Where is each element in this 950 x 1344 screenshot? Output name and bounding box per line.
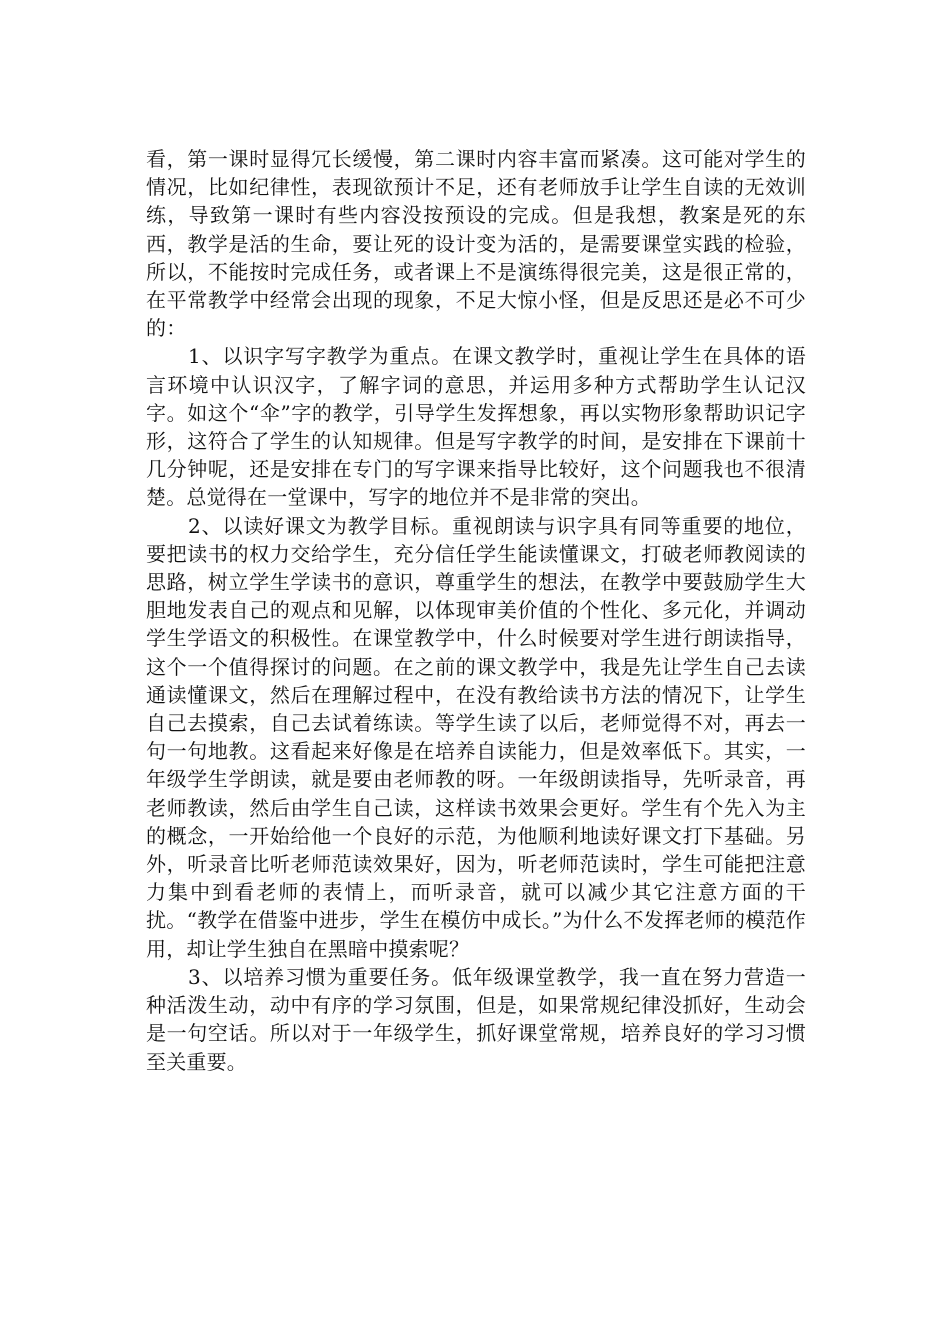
paragraph-intro: 看，第一课时显得冗长缓慢，第二课时内容丰富而紧凑。这可能对学生的情况，比如纪律性，表现欲预计不足，还有老师放手让学生自读的无效训练，导致第一课时有些内容没按预设的完成。但是我想，教案是死的东西，教学是活的生命，要让死的设计变为活的，是需要课堂实践的检验，所以，不能按时完成任务，或者课上不是演练得很完美，这是很正常的，在平常教学中经常会出现的现象，不足大惊小怪，但是反思还是必不可少的：	[146, 147, 806, 341]
paragraph-point-3: 3、以培养习惯为重要任务。低年级课堂教学，我一直在努力营造一种活泼生动，动中有序的学习氛围，但是，如果常规纪律没抓好，生动会是一句空话。所以对于一年级学生，抓好课堂常规，培养良好的学习习惯至关重要。	[146, 964, 806, 1074]
paragraph-point-1: 1、以识字写字教学为重点。在课文教学时，重视让学生在具体的语言环境中认识汉字，了解字词的意思，并运用多种方式帮助学生认记汉字。如这个“伞”字的教学，引导学生发挥想象，再以实物形象帮助识记字形，这符合了学生的认知规律。但是写字教学的时间，是安排在下课前十几分钟呢，还是安排在专门的写字课来指导比较好，这个问题我也不很清楚。总觉得在一堂课中，写字的地位并不是非常的突出。	[146, 344, 806, 510]
document-body	[146, 145, 806, 1076]
paragraph-point-2: 2、以读好课文为教学目标。重视朗读与识字具有同等重要的地位，要把读书的权力交给学生，充分信任学生能读懂课文，打破老师教阅读的思路，树立学生学读书的意识，尊重学生的想法，在教学中要鼓励学生大胆地发表自己的观点和见解，以体现审美价值的个性化、多元化，并调动学生学语文的积极性。在课堂教学中，什么时候要对学生进行朗读指导，这个一个值得探讨的问题。在之前的课文教学中，我是先让学生自己去读通读懂课文，然后在理解过程中，在没有教给读书方法的情况下，让学生自己去摸索，自己去试着练读。等学生读了以后，老师觉得不对，再去一句一句地教。这看起来好像是在培养自读能力，但是效率低下。其实，一年级学生学朗读，就是要由老师教的呀。一年级朗读指导，先听录音，再老师教读，然后由学生自己读，这样读书效果会更好。学生有个先入为主的概念，一开始给他一个良好的示范，为他顺利地读好课文打下基础。另外，听录音比听老师范读效果好，因为，听老师范读时，学生可能把注意力集中到看老师的表情上，而听录音，就可以减少其它注意方面的干扰。“教学在借鉴中进步，学生在模仿中成长。”为什么不发挥老师的模范作用，却让学生独自在黑暗中摸索呢？	[146, 513, 806, 961]
